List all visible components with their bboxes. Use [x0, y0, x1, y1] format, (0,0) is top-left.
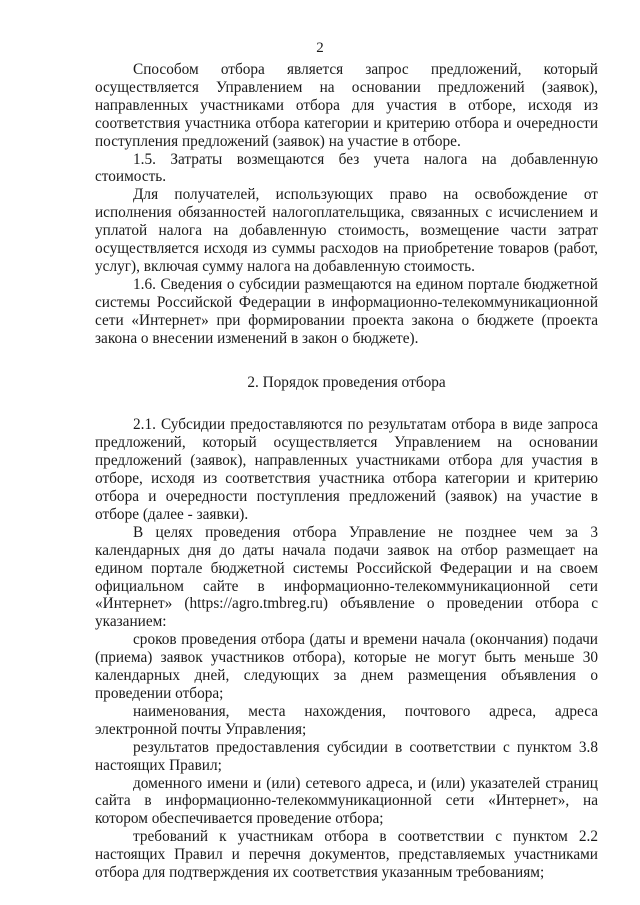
document-body	[95, 61, 598, 882]
section-heading: 2. Порядок проведения отбора	[247, 373, 446, 391]
paragraph: 2.1. Субсидии предоставляются по результатам отбора в виде запроса предложений, который осуществляется Управлением на основании предложений (заявок), направленных участниками отбора для участия в отборе, исходя из соответствия участника отбора категории и критерию отбора и очередности поступления предложений (заявок) на участие в отборе (далее - заявки).	[95, 416, 598, 523]
list-item: результатов предоставления субсидии в соответствии с пунктом 3.8 настоящих Правил;	[95, 738, 598, 774]
paragraph: 1.5. Затраты возмещаются без учета налога на добавленную стоимость.	[95, 150, 598, 186]
page-number: 2	[316, 40, 324, 56]
paragraph: В целях проведения отбора Управление не позднее чем за 3 календарных дня до даты начала подачи заявок на отбор размещает на едином портале бюджетной системы Российской Федерации и на своем официальном сайте в информационно-телекоммуникационной сети «Интернет» (https://agro.tmbreg.ru) объявление о проведении отбора с указанием:	[95, 523, 598, 631]
list-item: требований к участникам отбора в соответствии с пунктом 2.2 настоящих Правил и перечня документов, представляемых участниками отбора для подтверждения их соответствия указанным требованиям;	[95, 828, 598, 882]
list-item: доменного имени и (или) сетевого адреса, и (или) указателей страниц сайта в информационно-телекоммуникационной сети «Интернет», на котором обеспечивается проведение отбора;	[95, 774, 598, 828]
paragraph: Для получателей, использующих право на освобождение от исполнения обязанностей налогоплательщика, связанных с исчислением и уплатой налога на добавленную стоимость, возмещение части затрат осуществляется исходя из суммы расходов на приобретение товаров (работ, услуг), включая сумму налога на добавленную стоимость.	[95, 186, 598, 275]
list-item: сроков проведения отбора (даты и времени начала (окончания) подачи (приема) заявок участников отбора), которые не могут быть меньше 30 календарных дней, следующих за днем размещения объявления о проведении отбора;	[95, 631, 598, 702]
paragraph: Способом отбора является запрос предложений, который осуществляется Управлением на основании предложений (заявок), направленных участниками отбора для участия в отборе, исходя из соответствия участника отбора категории и критерию отбора и очередности поступления предложений (заявок) на участие в отборе.	[95, 61, 598, 150]
paragraph: 1.6. Сведения о субсидии размещаются на едином портале бюджетной системы Российской Федерации в информационно-телекоммуникационной сети «Интернет» при формировании проекта закона о бюджете (проекта закона о внесении изменений в закон о бюджете).	[95, 275, 598, 347]
list-item: наименования, места нахождения, почтового адреса, адреса электронной почты Управления;	[95, 702, 598, 738]
